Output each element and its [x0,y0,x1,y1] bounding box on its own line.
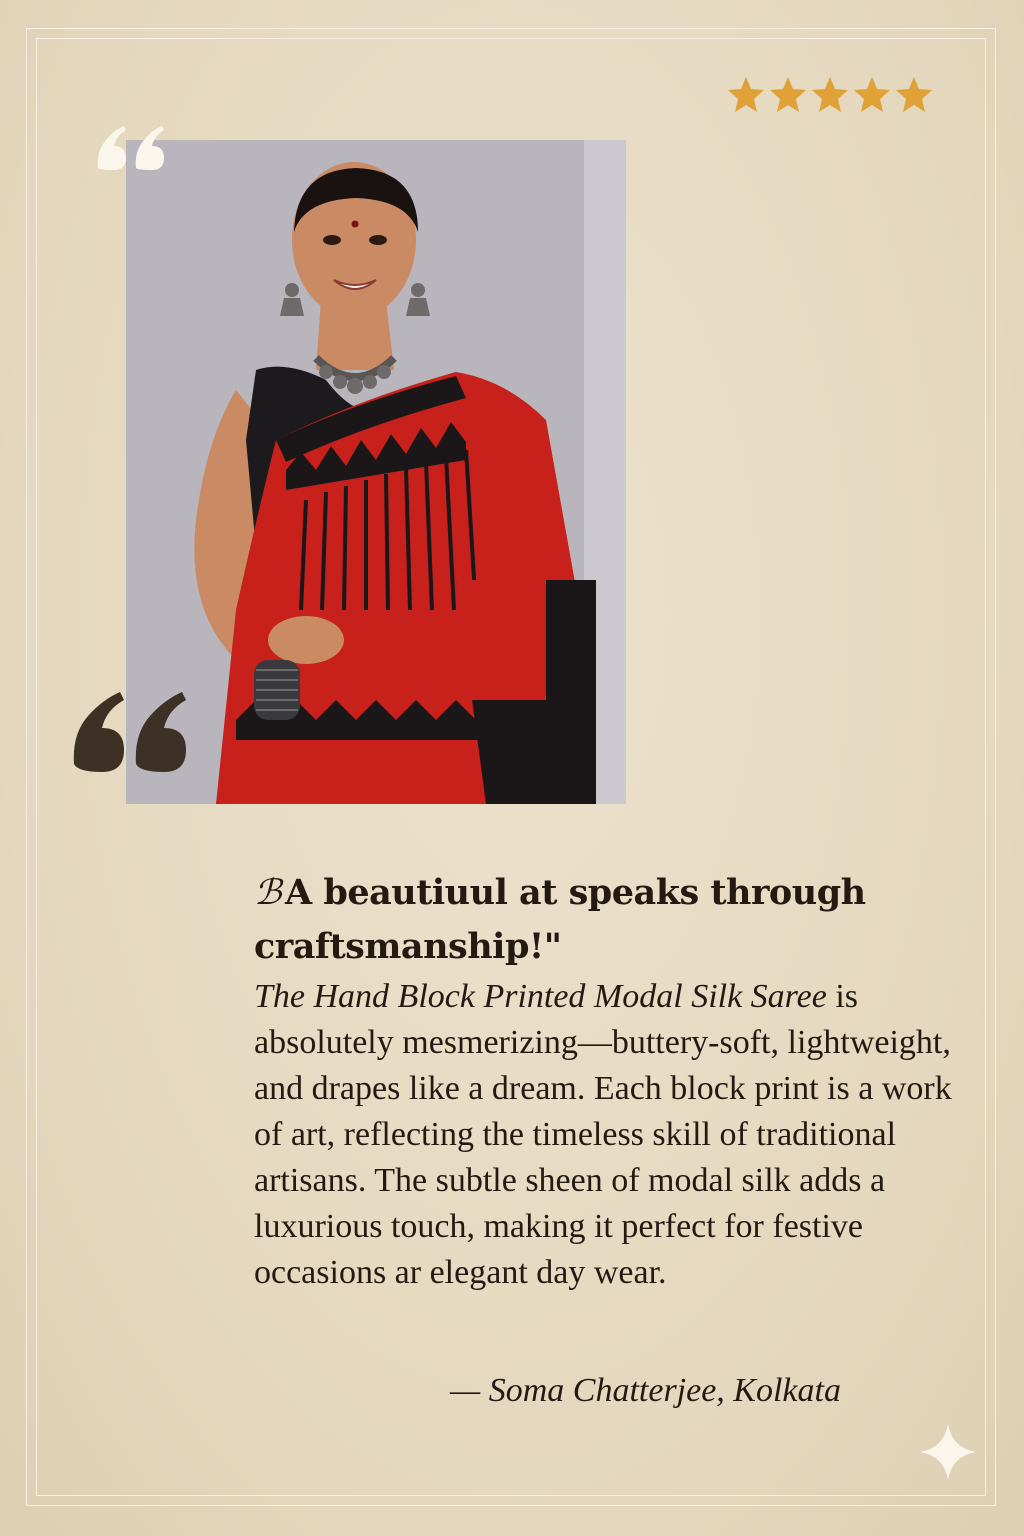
open-quote-large-icon [70,676,194,786]
product-name: The Hand Block Printed Modal Silk Saree [254,978,827,1015]
headline [254,866,954,974]
review-author: — Soma Chatterjee, Kolkata [450,1372,841,1409]
review-text: is absolutely mesmerizing—buttery-soft, lightweight, and drapes like a dream. Each block print is a work of art, reflecting the timeless skill of traditional artisans. The subtle sheen of modal silk adds a luxurious touch, making it perfect for festive occasions ar elegant day wear. [254,978,952,1291]
headline-text: A beautiuul at speaks through craftsmanship!" [254,872,866,967]
star-icon [894,74,934,114]
star-icon [852,74,892,114]
feather-icon: ℬ [254,873,282,913]
open-quote-small-icon [92,112,172,182]
sparkle-icon [916,1420,980,1484]
star-rating [726,74,946,118]
star-icon [726,74,766,114]
star-icon [810,74,850,114]
model-photo [126,140,626,804]
review-body [254,974,954,1296]
star-icon [768,74,808,114]
testimonial-text [254,866,954,1296]
